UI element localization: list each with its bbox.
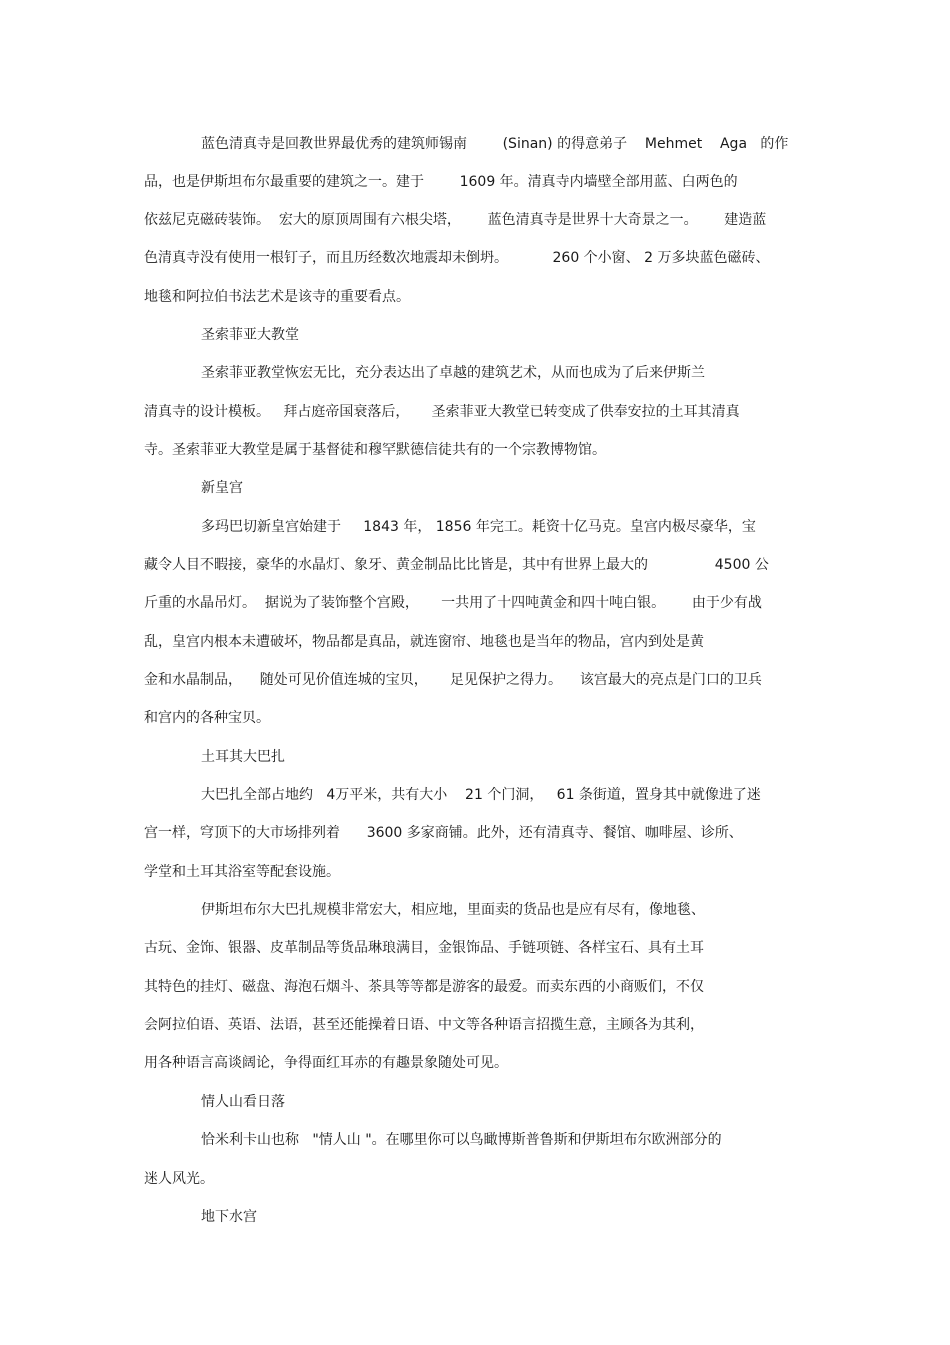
paragraph-lovers-hill-line-1: 恰米利卡山也称 "情人山 "。在哪里你可以鸟瞰博斯普鲁斯和伊斯坦布尔欧洲部分的 (201, 1132, 722, 1148)
paragraph-bazaar-goods-line-2: 古玩、金饰、银器、皮革制品等货品琳琅满目，金银饰品、手链项链、各样宝石、具有土耳 (144, 940, 704, 956)
heading-grand-bazaar: 土耳其大巴扎 (201, 749, 285, 765)
paragraph-grand-bazaar-line-3: 学堂和土耳其浴室等配套设施。 (144, 864, 340, 880)
heading-lovers-hill: 情人山看日落 (201, 1094, 285, 1110)
paragraph-new-palace-line-3: 斤重的水晶吊灯。 据说为了装饰整个宫殿， 一共用了十四吨黄金和四十吨白银。 由于少有战 (144, 595, 762, 611)
paragraph-blue-mosque-line-3: 依兹尼克磁砖装饰。 宏大的原顶周围有六根尖塔， 蓝色清真寺是世界十大奇景之一。 建造蓝 (144, 212, 767, 228)
paragraph-blue-mosque-line-5: 地毯和阿拉伯书法艺术是该寺的重要看点。 (144, 289, 410, 305)
paragraph-bazaar-goods-line-5: 用各种语言高谈阔论，争得面红耳赤的有趣景象随处可见。 (144, 1055, 508, 1071)
paragraph-blue-mosque-line-2: 品，也是伊斯坦布尔最重要的建筑之一。建于 1609 年。清真寺内墙壁全部用蓝、白两色的 (144, 174, 738, 190)
paragraph-bazaar-goods-line-1: 伊斯坦布尔大巴扎规模非常宏大，相应地，里面卖的货品也是应有尽有，像地毯、 (201, 902, 705, 918)
paragraph-hagia-sophia-line-3: 寺。圣索菲亚大教堂是属于基督徒和穆罕默德信徒共有的一个宗教博物馆。 (144, 442, 606, 458)
paragraph-blue-mosque-line-4: 色清真寺没有使用一根钉子，而且历经数次地震却未倒坍。 260 个小窗、 2 万多块蓝色磁砖、 (144, 250, 770, 266)
paragraph-bazaar-goods-line-3: 其特色的挂灯、磁盘、海泡石烟斗、茶具等等都是游客的最爱。而卖东西的小商贩们，不仅 (144, 979, 704, 995)
paragraph-blue-mosque-line-1: 蓝色清真寺是回教世界最优秀的建筑师锡南 (Sinan) 的得意弟子 Mehmet Aga 的作 (201, 136, 789, 152)
heading-hagia-sophia: 圣索菲亚大教堂 (201, 327, 299, 343)
paragraph-new-palace-line-6: 和宫内的各种宝贝。 (144, 710, 270, 726)
paragraph-hagia-sophia-line-2: 清真寺的设计模板。 拜占庭帝国衰落后， 圣索菲亚大教堂已转变成了供奉安拉的土耳其清真 (144, 404, 740, 420)
paragraph-new-palace-line-2: 藏令人目不暇接，豪华的水晶灯、象牙、黄金制品比比皆是，其中有世界上最大的 4500 公 (144, 557, 769, 573)
heading-new-palace: 新皇宫 (201, 480, 243, 496)
paragraph-bazaar-goods-line-4: 会阿拉伯语、英语、法语，甚至还能操着日语、中文等各种语言招揽生意，主顾各为其利， (144, 1017, 704, 1033)
heading-basilica-cistern: 地下水宫 (201, 1209, 257, 1225)
paragraph-new-palace-line-1: 多玛巴切新皇宫始建于 1843 年， 1856 年完工。耗资十亿马克。皇宫内极尽豪华，宝 (201, 519, 756, 535)
paragraph-hagia-sophia-line-1: 圣索菲亚教堂恢宏无比，充分表达出了卓越的建筑艺术，从而也成为了后来伊斯兰 (201, 365, 705, 381)
paragraph-lovers-hill-line-2: 迷人风光。 (144, 1171, 214, 1187)
paragraph-new-palace-line-5: 金和水晶制品， 随处可见价值连城的宝贝， 足见保护之得力。 该宫最大的亮点是门口的卫兵 (144, 672, 762, 688)
paragraph-new-palace-line-4: 乱，皇宫内根本未遭破坏，物品都是真品，就连窗帘、地毯也是当年的物品，宫内到处是黄 (144, 634, 704, 650)
paragraph-grand-bazaar-line-2: 宫一样，穹顶下的大市场排列着 3600 多家商铺。此外，还有清真寺、餐馆、咖啡屋、诊所、 (144, 825, 743, 841)
paragraph-grand-bazaar-line-1: 大巴扎全部占地约 4万平米，共有大小 21 个门洞， 61 条街道，置身其中就像进了迷 (201, 787, 761, 803)
